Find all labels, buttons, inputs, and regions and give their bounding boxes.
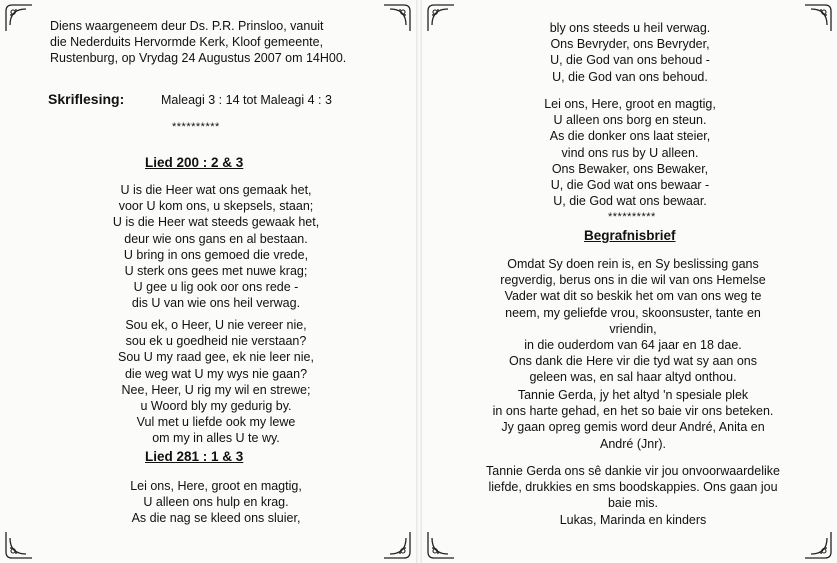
verse-line: As die nag se kleed ons sluier, — [131, 511, 301, 526]
letter-paragraph — [468, 256, 798, 386]
hymn-verse — [520, 20, 740, 85]
letter-line: regverdig, berus ons in die wil van ons Hemelse — [500, 273, 766, 288]
corner-ornament — [803, 3, 833, 33]
verse-line: U, die God wat ons bewaar - — [550, 178, 710, 193]
verse-line: U sterk ons gees met nuwe krag; — [124, 264, 308, 279]
letter-title: Begrafnisbrief — [584, 228, 676, 243]
hymn-verse — [98, 317, 334, 447]
reading-text: Maleagi 3 : 14 tot Maleagi 4 : 3 — [161, 93, 332, 107]
verse-line: Nee, Heer, U rig my wil en strewe; — [121, 382, 311, 397]
intro-line: Rustenburg, op Vrydag 24 Augustus 2007 om 14H00. — [50, 51, 347, 66]
verse-line: U alleen ons hulp en krag. — [143, 495, 289, 510]
verse-line: U is die Heer wat ons gemaak het, — [120, 183, 312, 197]
verse-line: Lei ons, Here, groot en magtig, — [130, 479, 302, 493]
letter-line: Vader wat dit so beskik het om van ons weg te — [504, 289, 762, 304]
letter-line: Jy gaan opreg gemis word deur André, Anita en — [501, 420, 765, 435]
verse-line: U bring in ons gemoed die vrede, — [123, 247, 309, 262]
letter-line: Ons dank die Here vir die tyd wat sy aan ons — [508, 354, 758, 369]
verse-line: om my in alles U te wy. — [152, 431, 280, 446]
verse-line: Vul met u liefde ook my lewe — [136, 415, 296, 430]
letter-line: Tannie Gerda ons sê dankie vir jou onvoorwaardelike — [486, 464, 780, 478]
verse-line: deur wie ons gans en al bestaan. — [124, 231, 308, 246]
verse-line: U alleen ons borg en steun. — [553, 113, 707, 128]
corner-ornament — [426, 530, 456, 560]
verse-line: Ons Bewaker, ons Bewaker, — [551, 161, 709, 176]
hymn-verse — [98, 478, 334, 527]
service-intro — [50, 18, 346, 67]
corner-ornament — [426, 3, 456, 33]
letter-line: in die ouderdom van 64 jaar en 18 dae. — [524, 338, 742, 353]
verse-line: die weg wat U my wys nie gaan? — [124, 366, 308, 381]
verse-line: As die donker ons laat steier, — [549, 129, 711, 144]
letter-line: Omdat Sy doen rein is, en Sy beslissing gans — [507, 257, 759, 271]
left-page — [0, 0, 416, 563]
verse-line: Ons Bevryder, ons Bevryder, — [550, 37, 710, 52]
reading-label: Skriflesing: — [48, 91, 125, 107]
hymn-title: Lied 200 : 2 & 3 — [145, 155, 244, 170]
corner-ornament — [4, 530, 34, 560]
verse-line: U, die God van ons behoud - — [550, 53, 710, 68]
verse-line: bly ons steeds u heil verwag. — [549, 21, 711, 35]
verse-line: vind ons rus by U alleen. — [561, 145, 699, 160]
verse-line: sou ek u goedheid nie verstaan? — [125, 334, 307, 349]
hymn-verse — [98, 182, 334, 312]
letter-line: baie mis. — [607, 496, 659, 511]
verse-line: dis U van wie ons heil verwag. — [131, 296, 301, 311]
letter-line: vriendin, — [609, 321, 657, 336]
intro-line: Diens waargeneem deur Ds. P.R. Prinsloo, vanuit — [50, 19, 324, 33]
verse-line: U gee u lig ook oor ons rede - — [133, 280, 299, 295]
corner-ornament — [803, 530, 833, 560]
verse-line: U, die God van ons behoud. — [552, 69, 708, 84]
letter-line: geleen was, en sal haar altyd onthou. — [529, 370, 737, 385]
letter-line: neem, my geliefde vrou, skoonsuster, tante en — [505, 305, 761, 320]
letter-paragraph — [468, 387, 798, 452]
hymn-title: Lied 281 : 1 & 3 — [145, 449, 244, 464]
letter-signature: Lukas, Marinda en kinders — [559, 512, 707, 527]
verse-line: voor U kom ons, u skepsels, staan; — [118, 199, 314, 214]
corner-ornament — [4, 3, 34, 33]
corner-ornament — [382, 3, 412, 33]
verse-line: Sou U my raad gee, ek nie leer nie, — [118, 350, 314, 365]
letter-line: in ons harte gehad, en het so baie vir ons beteken. — [492, 404, 774, 419]
letter-paragraph — [468, 463, 798, 528]
separator-stars: ********** — [172, 121, 220, 133]
verse-line: Sou ek, o Heer, U nie vereer nie, — [125, 318, 307, 332]
intro-line: die Nederduits Hervormde Kerk, Kloof gemeente, — [50, 35, 324, 50]
verse-line: Lei ons, Here, groot en magtig, — [544, 97, 716, 111]
separator-stars: ********** — [608, 211, 656, 223]
hymn-verse — [520, 96, 740, 209]
corner-ornament — [382, 530, 412, 560]
verse-line: U, die God wat ons bewaar. — [553, 194, 707, 209]
verse-line: u Woord bly my gedurig by. — [140, 399, 292, 414]
letter-line: Tannie Gerda, jy het altyd 'n spesiale plek — [517, 388, 749, 402]
verse-line: U is die Heer wat steeds gewaak het, — [112, 215, 320, 230]
letter-line: liefde, drukkies en sms boodskappies. Ons gaan jou — [488, 480, 778, 495]
letter-line: André (Jnr). — [600, 436, 666, 451]
